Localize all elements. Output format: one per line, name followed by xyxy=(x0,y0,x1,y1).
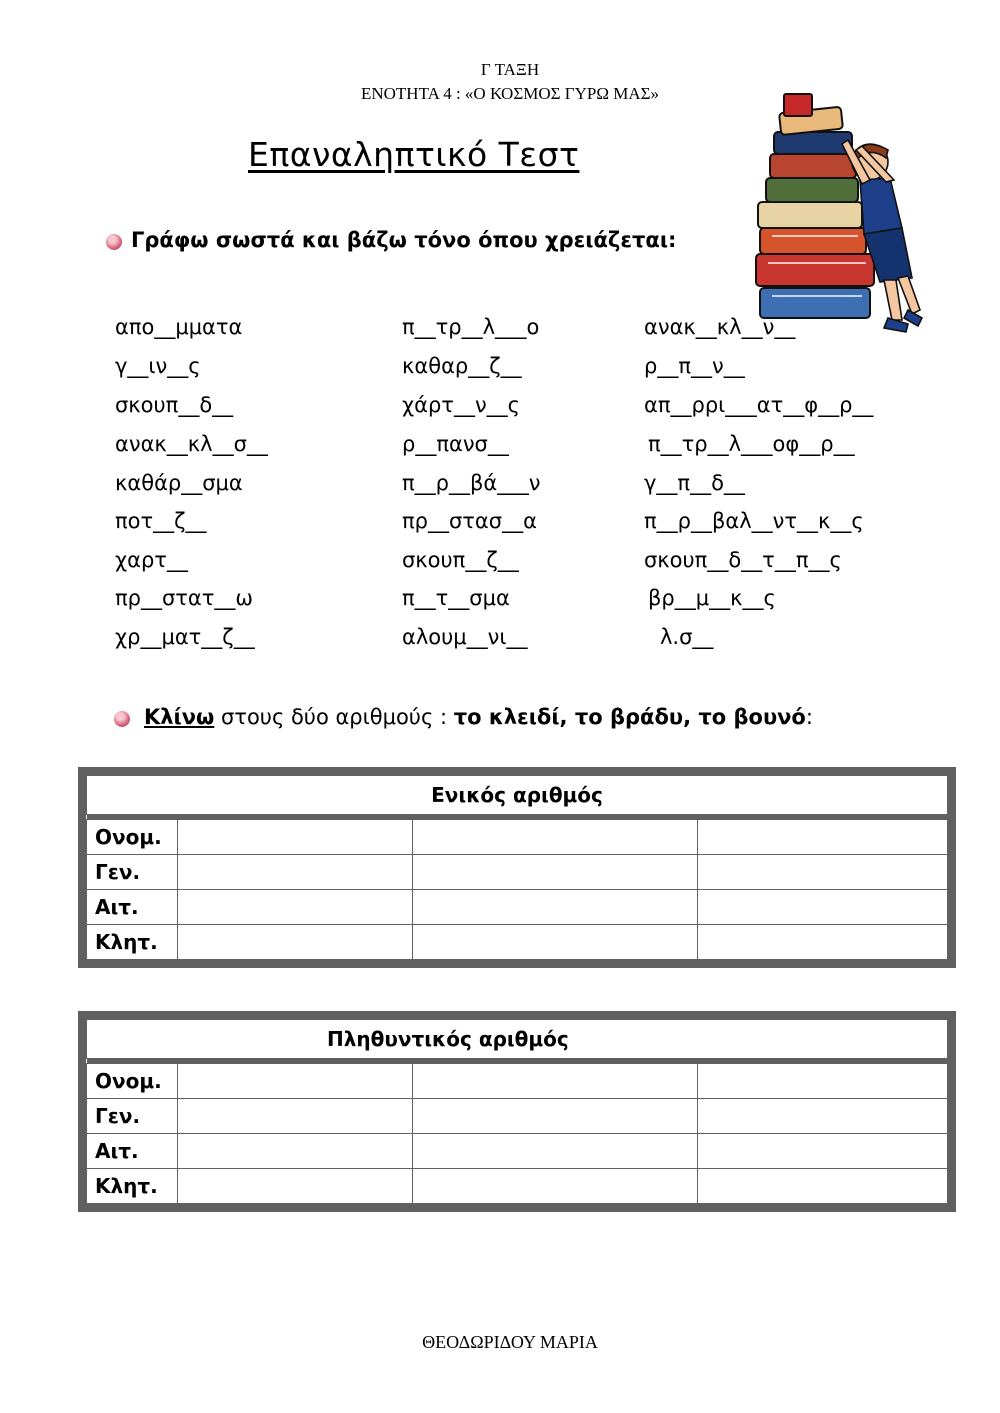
word-item: ανακ__κλ__σ__ xyxy=(115,432,268,456)
books-child-illustration xyxy=(752,88,924,338)
book-5 xyxy=(766,178,858,202)
case-label: Κλητ. xyxy=(87,1169,178,1204)
book-2 xyxy=(756,254,874,286)
singular-table xyxy=(78,767,956,968)
answer-cell[interactable] xyxy=(698,1099,948,1134)
answer-cell[interactable] xyxy=(178,1064,413,1099)
answer-cell[interactable] xyxy=(413,1134,698,1169)
table-row xyxy=(87,1134,948,1169)
word-item: γ__ιν__ς xyxy=(115,354,201,378)
book-3 xyxy=(760,228,866,254)
word-item: πρ__στατ__ω xyxy=(115,586,253,610)
word-item: απ__ρρι___ατ__φ__ρ__ xyxy=(644,393,874,417)
instruction-words: το κλειδί, το βράδυ, το βουνό xyxy=(453,705,806,729)
word-item: π__τρ__λ___ο xyxy=(402,315,540,339)
word-item: ρ__πανσ__ xyxy=(402,432,509,456)
word-item: χαρτ__ xyxy=(115,548,188,572)
answer-cell[interactable] xyxy=(698,820,948,855)
answer-cell[interactable] xyxy=(698,925,948,960)
word-item: σκουπ__δ__τ__π__ς xyxy=(644,548,842,572)
answer-cell[interactable] xyxy=(698,1169,948,1204)
answer-cell[interactable] xyxy=(178,820,413,855)
word-item: ποτ__ζ__ xyxy=(115,509,207,533)
word-item: καθαρ__ζ__ xyxy=(402,354,522,378)
book-4 xyxy=(758,202,862,228)
table-row xyxy=(87,820,948,855)
answer-cell[interactable] xyxy=(178,1099,413,1134)
author-footer: ΘΕΟΔΩΡΙΔΟΥ ΜΑΡΙΑ xyxy=(422,1332,598,1352)
answer-cell[interactable] xyxy=(413,1169,698,1204)
instruction-accents: Γράφω σωστά και βάζω τόνο όπου χρειάζεται: xyxy=(131,228,677,252)
word-item: π__τρ__λ___οφ__ρ__ xyxy=(648,432,855,456)
page-title: Επαναληπτικό Τεστ xyxy=(248,135,580,174)
answer-cell[interactable] xyxy=(698,855,948,890)
table-row xyxy=(87,1169,948,1204)
word-item: σκουπ__δ__ xyxy=(115,393,234,417)
table-title: Ενικός αριθμός xyxy=(87,776,948,815)
plural-table xyxy=(78,1011,956,1212)
table-row xyxy=(87,1099,948,1134)
answer-cell[interactable] xyxy=(413,1099,698,1134)
answer-cell[interactable] xyxy=(698,1064,948,1099)
case-label: Αιτ. xyxy=(87,1134,178,1169)
word-item: χάρτ__ν__ς xyxy=(402,393,521,417)
case-label: Ονομ. xyxy=(87,1064,178,1099)
grade-header: Γ ΤΑΞΗ xyxy=(480,60,540,79)
word-item: πρ__στασ__α xyxy=(402,509,537,533)
word-item: ανακ__κλ__ν__ xyxy=(644,315,796,339)
case-label: Γεν. xyxy=(87,1099,178,1134)
table-row xyxy=(87,855,948,890)
answer-cell[interactable] xyxy=(413,855,698,890)
bullet-icon xyxy=(106,234,122,250)
answer-cell[interactable] xyxy=(413,1064,698,1099)
word-item: αλουμ__νι__ xyxy=(402,625,528,649)
answer-cell[interactable] xyxy=(698,1134,948,1169)
word-item: π__ρ__βά___ν xyxy=(402,471,541,495)
word-item: π__ρ__βαλ__ντ__κ__ς xyxy=(644,509,864,533)
word-item: π__τ__σμα xyxy=(402,586,510,610)
answer-cell[interactable] xyxy=(178,1169,413,1204)
word-item: απο__μματα xyxy=(115,315,243,339)
word-item: σκουπ__ζ__ xyxy=(402,548,519,572)
book-9 xyxy=(784,94,812,116)
instruction-middle: στους δύο αριθμούς : xyxy=(214,705,454,729)
book-1 xyxy=(760,288,870,318)
answer-cell[interactable] xyxy=(178,1134,413,1169)
word-item: ρ__π__ν__ xyxy=(644,354,745,378)
case-label: Κλητ. xyxy=(87,925,178,960)
answer-cell[interactable] xyxy=(413,925,698,960)
table-row xyxy=(87,925,948,960)
case-label: Ονομ. xyxy=(87,820,178,855)
case-label: Αιτ. xyxy=(87,890,178,925)
word-item: λ.σ__ xyxy=(660,625,714,649)
book-6 xyxy=(770,154,856,178)
bullet-icon xyxy=(114,711,130,727)
child-shirt xyxy=(860,178,902,234)
instruction-colon: : xyxy=(805,705,813,729)
table-row xyxy=(87,1064,948,1099)
word-item: χρ__ματ__ζ__ xyxy=(115,625,255,649)
answer-cell[interactable] xyxy=(413,820,698,855)
answer-cell[interactable] xyxy=(178,925,413,960)
case-label: Γεν. xyxy=(87,855,178,890)
table-row xyxy=(87,890,948,925)
word-item: βρ__μ__κ__ς xyxy=(648,586,776,610)
instruction-declension xyxy=(144,705,813,729)
answer-cell[interactable] xyxy=(698,890,948,925)
answer-cell[interactable] xyxy=(413,890,698,925)
table-title: Πληθυντικός αριθμός xyxy=(87,1020,948,1059)
answer-cell[interactable] xyxy=(178,855,413,890)
word-item: γ__π__δ__ xyxy=(644,471,745,495)
answer-cell[interactable] xyxy=(178,890,413,925)
word-item: καθάρ__σμα xyxy=(115,471,243,495)
instruction-verb: Κλίνω xyxy=(144,705,215,729)
unit-header: ΕΝΟΤΗΤΑ 4 : «Ο ΚΟΣΜΟΣ ΓΥΡΩ ΜΑΣ» xyxy=(360,84,659,103)
